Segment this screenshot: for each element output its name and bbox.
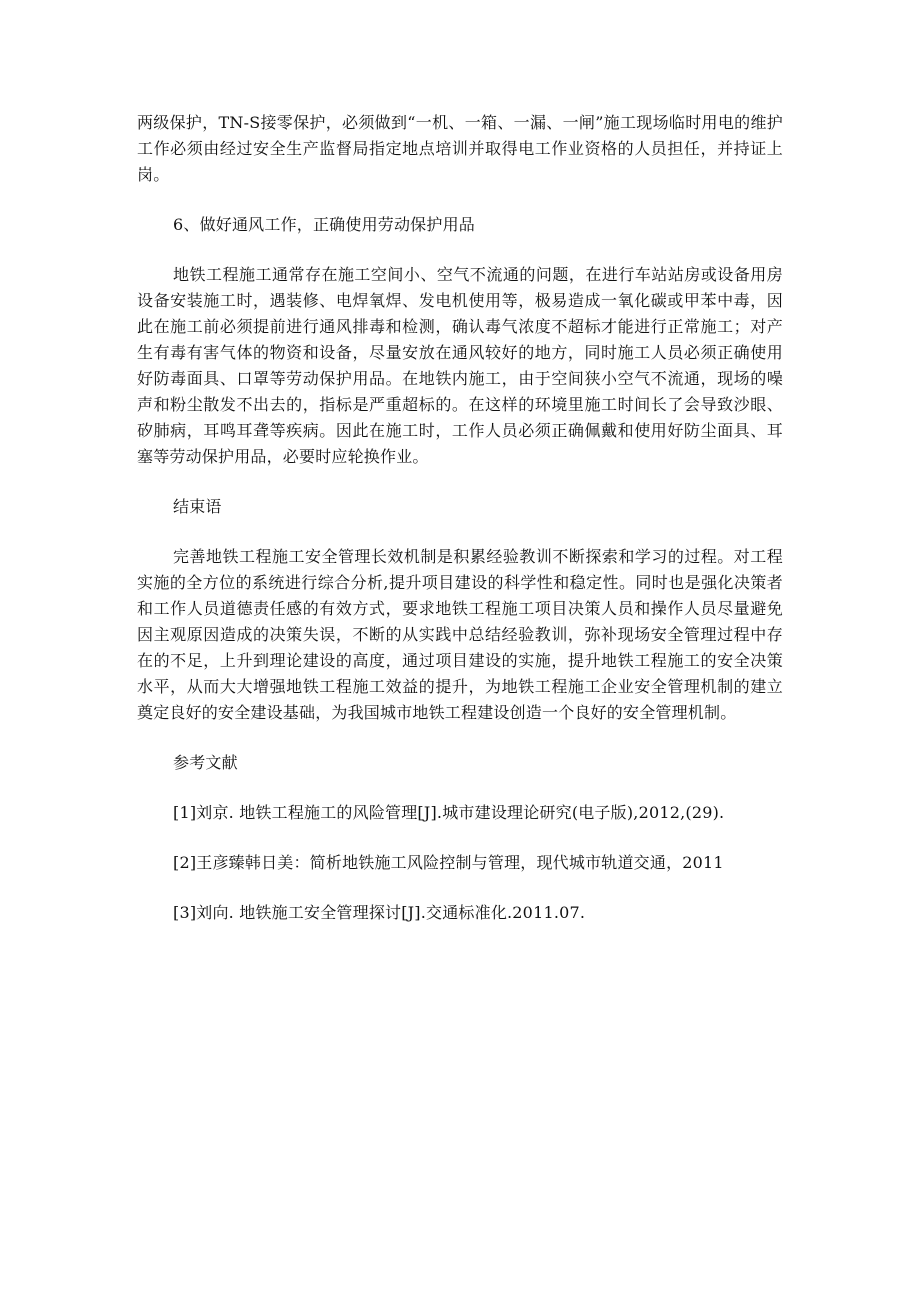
- section-6-heading: 6、做好通风工作，正确使用劳动保护用品: [173, 215, 475, 234]
- reference-item: [2]王彦臻韩日美：简析地铁施工风险控制与管理，现代城市轨道交通，2011: [173, 853, 724, 872]
- conclusion-heading: 结束语: [173, 497, 222, 516]
- references-heading: 参考文献: [173, 753, 238, 772]
- section-6-body: 地铁工程施工通常存在施工空间小、空气不流通的问题，在进行车站站房或设备用房设备安装施工时，遇装修、电焊氧焊、发电机使用等，极易造成一氧化碳或甲苯中毒，因此在施工前必须提前进行通风排毒和检测，确认毒气浓度不超标才能进行正常施工；对产生有毒有害气体的物资和设备，尽量安放在通风较好的地方，同时施工人员必须正确使用好防毒面具、口罩等劳动保护用品。在地铁内施工，由于空间狭小空气不流通，现场的噪声和粉尘散发不出去的，指标是严重超标的。在这样的环境里施工时间长了会导致沙眼、矽肺病，耳鸣耳聋等疾病。因此在施工时，工作人员必须正确佩戴和使用好防尘面具、耳塞等劳动保护用品，必要时应轮换作业。: [137, 265, 783, 466]
- reference-item: [1]刘京. 地铁工程施工的风险管理[J].城市建设理论研究(电子版),2012,(29).: [173, 803, 725, 822]
- paragraph-electrical-safety: 两级保护，TN-S接零保护，必须做到“一机、一箱、一漏、一闸”施工现场临时用电的维护工作必须由经过安全生产监督局指定地点培训并取得电工作业资格的人员担任，并持证上岗。: [137, 113, 783, 184]
- conclusion-body: 完善地铁工程施工安全管理长效机制是积累经验教训不断探索和学习的过程。对工程实施的全方位的系统进行综合分析,提升项目建设的科学性和稳定性。同时也是强化决策者和工作人员道德责任感的有效方式，要求地铁工程施工项目决策人员和操作人员尽量避免因主观原因造成的决策失误，不断的从实践中总结经验教训，弥补现场安全管理过程中存在的不足，上升到理论建设的高度，通过项目建设的实施，提升地铁工程施工的安全决策水平，从而大大增强地铁工程施工效益的提升，为地铁工程施工企业安全管理机制的建立奠定良好的安全建设基础，为我国城市地铁工程建设创造一个良好的安全管理机制。: [137, 547, 783, 722]
- reference-item: [3]刘向. 地铁施工安全管理探讨[J].交通标准化.2011.07.: [173, 903, 586, 922]
- document-page: [137, 110, 783, 950]
